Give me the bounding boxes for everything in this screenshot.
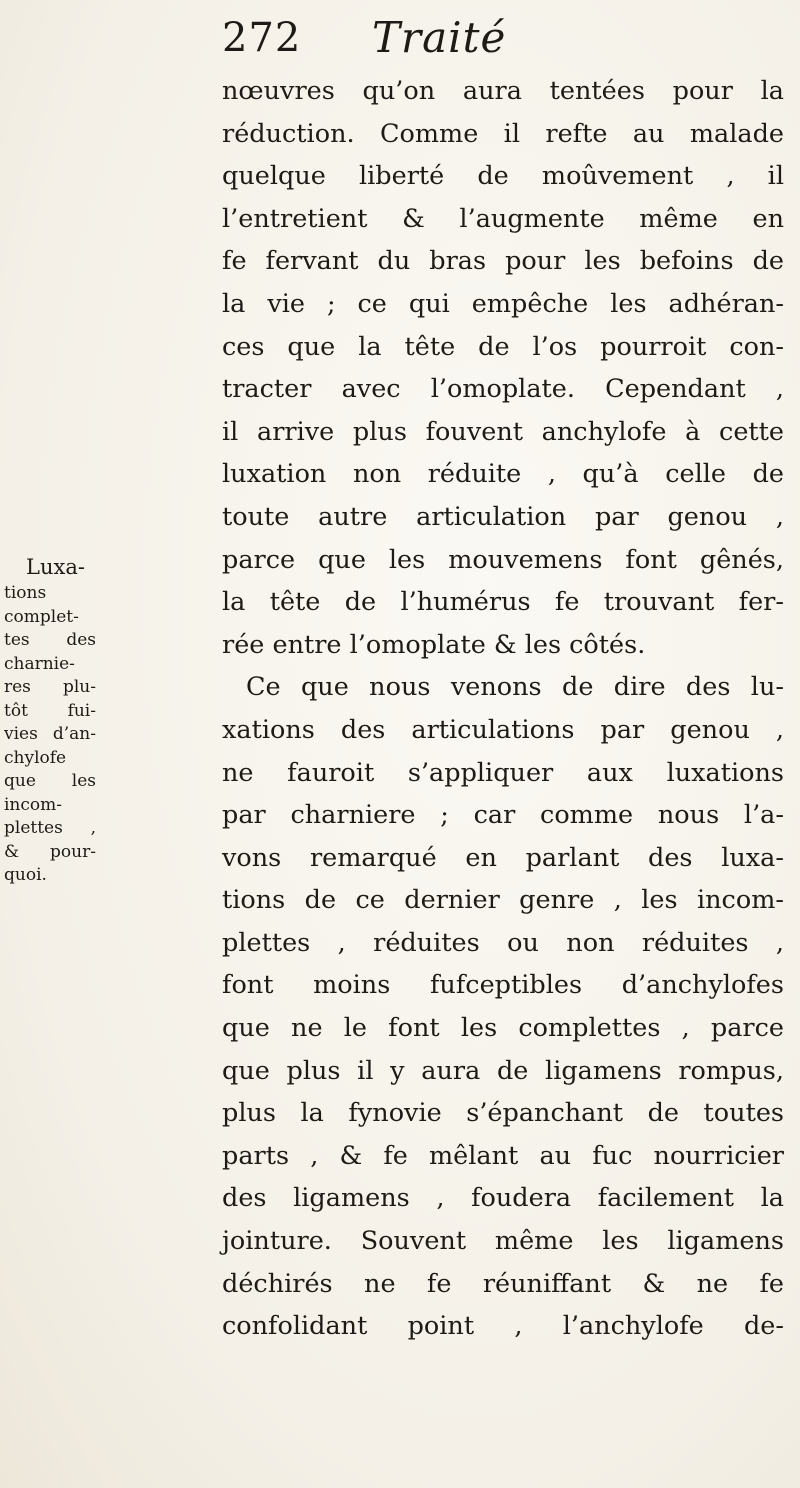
marginal-note xyxy=(4,552,96,888)
margin-note-line: complet- xyxy=(4,606,79,627)
running-title: Traité xyxy=(372,13,507,62)
margin-note-line: tions xyxy=(4,583,47,603)
text-line: des ligamens , foudera facilement la xyxy=(222,1183,784,1214)
margin-note-line: chylofe xyxy=(4,747,67,768)
text-line: toute autre articulation par genou , xyxy=(222,501,784,532)
text-line: par charniere ; car comme nous l’a- xyxy=(222,800,784,831)
margin-note-line: vies d’an- xyxy=(4,724,96,744)
margin-note-line: res plu- xyxy=(4,677,96,697)
margin-note-line: que les xyxy=(4,771,96,791)
text-line: que ne le font les complettes , parce xyxy=(222,1013,784,1044)
text-line: que plus il y aura de ligamens rompus, xyxy=(222,1055,784,1086)
text-line: jointure. Souvent même les ligamens xyxy=(222,1226,784,1257)
text-line: tracter avec l’omoplate. Cependant , xyxy=(222,374,784,405)
text-line: plus la fynovie s’épanchant de toutes xyxy=(222,1098,784,1129)
text-line: il arrive plus fouvent anchylofe à cette xyxy=(222,416,784,447)
main-text-column xyxy=(222,70,784,1348)
page-header xyxy=(222,8,782,68)
margin-note-line: Luxa- xyxy=(26,555,85,579)
text-line: xations des articulations par genou , xyxy=(222,714,784,745)
text-line: Ce que nous venons de dire des lu- xyxy=(246,672,784,703)
text-line: vons remarqué en parlant des luxa- xyxy=(222,842,784,873)
margin-note-line: plettes , xyxy=(4,818,96,838)
text-line: la vie ; ce qui empêche les adhéran- xyxy=(222,288,784,319)
text-line: déchirés ne fe réuniffant & ne fe xyxy=(222,1268,784,1299)
text-line: font moins fufceptibles d’anchylofes xyxy=(222,970,784,1001)
text-line: parce que les mouvemens font gênés, xyxy=(222,544,784,575)
text-line: ces que la tête de l’os pourroit con- xyxy=(222,331,784,362)
text-line: quelque liberté de moûvement , il xyxy=(222,161,784,192)
text-line: parts , & fe mêlant au fuc nourricier xyxy=(222,1140,784,1171)
text-line: tions de ce dernier genre , les incom- xyxy=(222,885,784,916)
page-number: 272 xyxy=(222,15,302,61)
text-line: la tête de l’humérus fe trouvant fer- xyxy=(222,587,784,618)
text-line: fe fervant du bras pour les befoins de xyxy=(222,246,784,277)
text-line: rée entre l’omoplate & les côtés. xyxy=(222,629,646,660)
text-line: nœuvres qu’on aura tentées pour la xyxy=(222,76,784,106)
text-line: ne fauroit s’appliquer aux luxations xyxy=(222,757,784,788)
margin-note-line: tes des xyxy=(4,630,96,650)
margin-note-line: charnie- xyxy=(4,653,75,674)
margin-note-line: incom- xyxy=(4,794,63,815)
margin-note-line: & pour- xyxy=(4,841,96,862)
margin-note-line: quoi. xyxy=(4,865,47,885)
text-line: confolidant point , l’anchylofe de- xyxy=(222,1311,784,1342)
margin-note-line: tôt fui- xyxy=(4,700,96,721)
text-line: l’entretient & l’augmente même en xyxy=(222,203,784,234)
text-line: luxation non réduite , qu’à celle de xyxy=(222,459,784,490)
text-line: plettes , réduites ou non réduites , xyxy=(222,927,784,958)
text-line: réduction. Comme il refte au malade xyxy=(222,118,784,149)
